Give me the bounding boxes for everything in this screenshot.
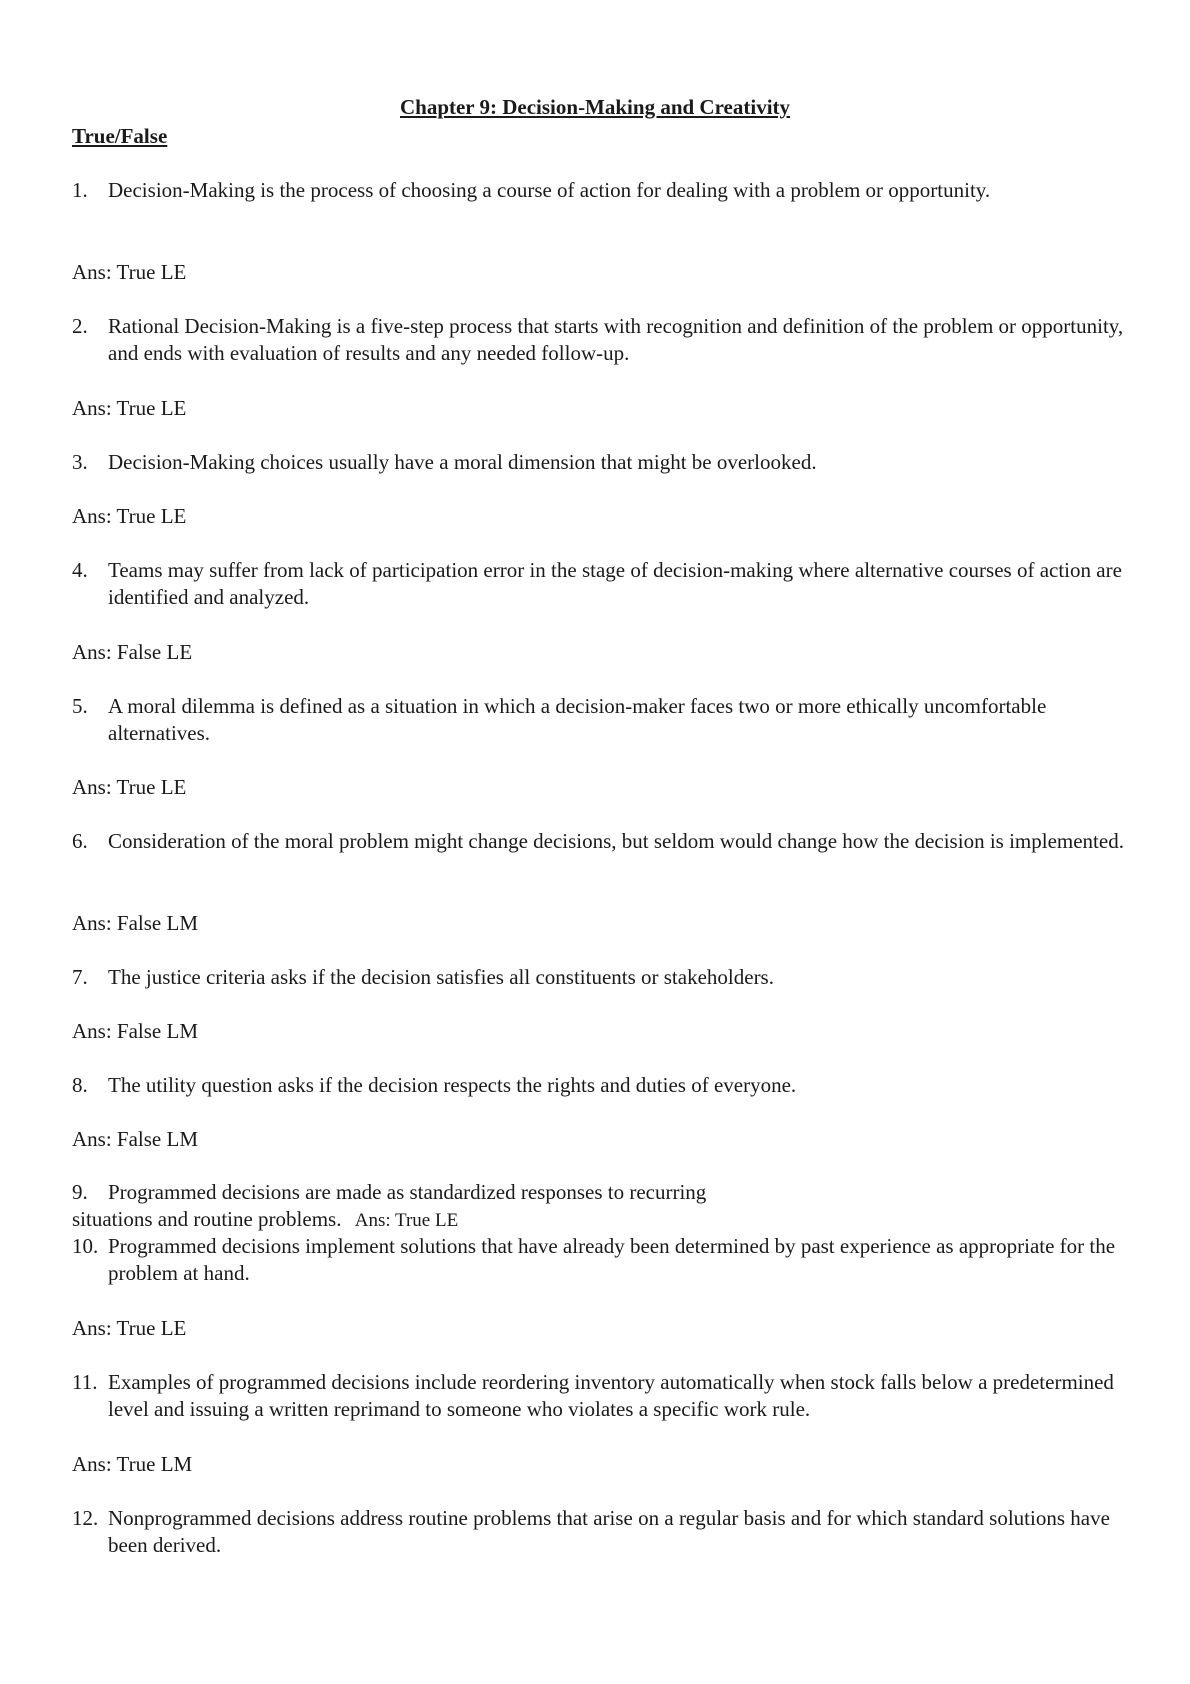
question-2	[72, 313, 1132, 367]
question-number: 6.	[72, 829, 88, 853]
question-10	[72, 1233, 1132, 1287]
answer-5: Ans: True LE	[72, 775, 187, 799]
question-3	[72, 449, 1132, 476]
question-number: 9.	[72, 1180, 88, 1204]
question-number: 4.	[72, 558, 88, 582]
question-text: Nonprogrammed decisions address routine problems that arise on a regular basis and for which standard solutions have been derived.	[108, 1506, 1110, 1557]
question-text: Consideration of the moral problem might change decisions, but seldom would change how the decision is implemented.	[108, 829, 1124, 853]
question-number: 8.	[72, 1073, 88, 1097]
page-title: Chapter 9: Decision-Making and Creativity	[399, 95, 791, 119]
answer-8: Ans: False LM	[72, 1127, 198, 1151]
answer-3: Ans: True LE	[72, 504, 187, 528]
question-text: The utility question asks if the decision respects the rights and duties of everyone.	[108, 1073, 797, 1097]
question-6	[72, 828, 1132, 855]
question-text: Examples of programmed decisions include reordering inventory automatically when stock falls below a predetermined level and issuing a written reprimand to someone who violates a specific work rule.	[108, 1370, 1114, 1421]
answer-9: Ans: True LE	[354, 1210, 459, 1231]
answer-2: Ans: True LE	[72, 396, 187, 420]
question-number: 2.	[72, 314, 88, 338]
answer-10: Ans: True LE	[72, 1316, 187, 1340]
question-12	[72, 1505, 1132, 1559]
question-text: Decision-Making is the process of choosing a course of action for dealing with a problem or opportunity.	[108, 178, 991, 202]
question-text: The justice criteria asks if the decision satisfies all constituents or stakeholders.	[108, 965, 774, 989]
question-number: 10.	[72, 1234, 99, 1258]
question-text: Programmed decisions implement solutions that have already been determined by past experience as appropriate for the problem at hand.	[108, 1234, 1116, 1285]
question-text: Decision-Making choices usually have a moral dimension that might be overlooked.	[108, 450, 817, 474]
answer-1: Ans: True LE	[72, 260, 187, 284]
question-8	[72, 1072, 1132, 1099]
answer-4: Ans: False LE	[72, 640, 193, 664]
question-11	[72, 1369, 1132, 1423]
question-text: A moral dilemma is defined as a situation in which a decision-maker faces two or more ethically uncomfortable alternatives.	[108, 694, 1047, 745]
question-number: 11.	[72, 1370, 98, 1394]
question-text: Rational Decision-Making is a five-step process that starts with recognition and definition of the problem or opportunity, and ends with evaluation of results and any needed follow-up.	[108, 314, 1124, 365]
question-text-line1: Programmed decisions are made as standardized responses to recurring	[108, 1180, 707, 1204]
question-text: Teams may suffer from lack of participation error in the stage of decision-making where alternative courses of action are identified and analyzed.	[108, 558, 1122, 609]
section-heading: True/False	[72, 124, 168, 148]
question-9	[72, 1179, 706, 1206]
answer-11: Ans: True LM	[72, 1452, 193, 1476]
question-number: 7.	[72, 965, 88, 989]
question-7	[72, 964, 1132, 991]
answer-7: Ans: False LM	[72, 1019, 198, 1043]
question-1	[72, 177, 1132, 204]
question-9-continued	[72, 1206, 458, 1234]
question-number: 12.	[72, 1506, 99, 1530]
question-5	[72, 693, 1132, 747]
question-text-line2: situations and routine problems.	[72, 1207, 342, 1231]
answer-6: Ans: False LM	[72, 911, 198, 935]
question-number: 5.	[72, 694, 88, 718]
question-4	[72, 557, 1132, 611]
question-number: 1.	[72, 178, 88, 202]
question-number: 3.	[72, 450, 88, 474]
